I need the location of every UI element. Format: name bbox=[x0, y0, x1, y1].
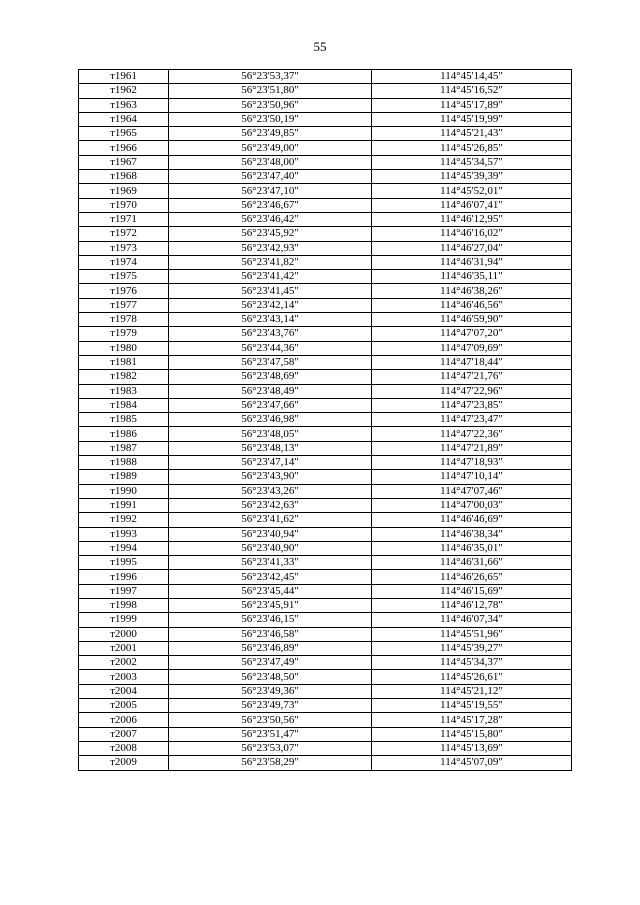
point-id-cell: т1999 bbox=[79, 613, 169, 627]
longitude-cell: 114°46'38,26" bbox=[372, 284, 572, 298]
longitude-cell: 114°47'00,03" bbox=[372, 498, 572, 512]
point-id-cell: т1995 bbox=[79, 556, 169, 570]
table-row bbox=[79, 456, 572, 470]
point-id-cell: т1968 bbox=[79, 170, 169, 184]
point-id-cell: т2007 bbox=[79, 727, 169, 741]
latitude-cell: 56°23'50,96" bbox=[169, 98, 372, 112]
point-id-cell: т1978 bbox=[79, 313, 169, 327]
table-row bbox=[79, 141, 572, 155]
table-row bbox=[79, 498, 572, 512]
longitude-cell: 114°46'07,34" bbox=[372, 613, 572, 627]
table-row bbox=[79, 198, 572, 212]
longitude-cell: 114°45'51,96" bbox=[372, 627, 572, 641]
longitude-cell: 114°45'13,69" bbox=[372, 741, 572, 755]
longitude-cell: 114°47'10,14" bbox=[372, 470, 572, 484]
point-id-cell: т1975 bbox=[79, 270, 169, 284]
longitude-cell: 114°45'34,37" bbox=[372, 656, 572, 670]
point-id-cell: т1988 bbox=[79, 456, 169, 470]
latitude-cell: 56°23'51,80" bbox=[169, 84, 372, 98]
point-id-cell: т1966 bbox=[79, 141, 169, 155]
latitude-cell: 56°23'47,14" bbox=[169, 456, 372, 470]
table-row bbox=[79, 427, 572, 441]
table-row bbox=[79, 370, 572, 384]
point-id-cell: т1971 bbox=[79, 212, 169, 226]
longitude-cell: 114°45'19,55" bbox=[372, 699, 572, 713]
table-row bbox=[79, 84, 572, 98]
longitude-cell: 114°47'22,96" bbox=[372, 384, 572, 398]
table-row bbox=[79, 470, 572, 484]
point-id-cell: т1964 bbox=[79, 112, 169, 126]
point-id-cell: т1985 bbox=[79, 413, 169, 427]
longitude-cell: 114°45'26,85" bbox=[372, 141, 572, 155]
table-row bbox=[79, 155, 572, 169]
latitude-cell: 56°23'45,92" bbox=[169, 227, 372, 241]
latitude-cell: 56°23'45,44" bbox=[169, 584, 372, 598]
point-id-cell: т1977 bbox=[79, 298, 169, 312]
table-row bbox=[79, 441, 572, 455]
point-id-cell: т1989 bbox=[79, 470, 169, 484]
longitude-cell: 114°45'39,39" bbox=[372, 170, 572, 184]
latitude-cell: 56°23'47,40" bbox=[169, 170, 372, 184]
point-id-cell: т1970 bbox=[79, 198, 169, 212]
point-id-cell: т1967 bbox=[79, 155, 169, 169]
longitude-cell: 114°46'35,11" bbox=[372, 270, 572, 284]
latitude-cell: 56°23'46,42" bbox=[169, 212, 372, 226]
table-row bbox=[79, 127, 572, 141]
table-row bbox=[79, 298, 572, 312]
longitude-cell: 114°46'07,41" bbox=[372, 198, 572, 212]
table-row bbox=[79, 598, 572, 612]
point-id-cell: т1965 bbox=[79, 127, 169, 141]
longitude-cell: 114°45'39,27" bbox=[372, 641, 572, 655]
table-row bbox=[79, 184, 572, 198]
table-row bbox=[79, 727, 572, 741]
latitude-cell: 56°23'43,14" bbox=[169, 313, 372, 327]
latitude-cell: 56°23'45,91" bbox=[169, 598, 372, 612]
table-row bbox=[79, 570, 572, 584]
latitude-cell: 56°23'49,36" bbox=[169, 684, 372, 698]
longitude-cell: 114°45'17,89" bbox=[372, 98, 572, 112]
table-row bbox=[79, 284, 572, 298]
point-id-cell: т1992 bbox=[79, 513, 169, 527]
latitude-cell: 56°23'46,15" bbox=[169, 613, 372, 627]
latitude-cell: 56°23'43,90" bbox=[169, 470, 372, 484]
table-row bbox=[79, 413, 572, 427]
table-row bbox=[79, 584, 572, 598]
table-row bbox=[79, 627, 572, 641]
point-id-cell: т1990 bbox=[79, 484, 169, 498]
longitude-cell: 114°46'31,66" bbox=[372, 556, 572, 570]
longitude-cell: 114°45'52,01" bbox=[372, 184, 572, 198]
latitude-cell: 56°23'47,49" bbox=[169, 656, 372, 670]
point-id-cell: т2005 bbox=[79, 699, 169, 713]
longitude-cell: 114°46'16,02" bbox=[372, 227, 572, 241]
point-id-cell: т1996 bbox=[79, 570, 169, 584]
point-id-cell: т2009 bbox=[79, 756, 169, 770]
table-row bbox=[79, 756, 572, 770]
longitude-cell: 114°46'12,95" bbox=[372, 212, 572, 226]
longitude-cell: 114°46'15,69" bbox=[372, 584, 572, 598]
point-id-cell: т1963 bbox=[79, 98, 169, 112]
latitude-cell: 56°23'40,94" bbox=[169, 527, 372, 541]
longitude-cell: 114°45'07,09" bbox=[372, 756, 572, 770]
latitude-cell: 56°23'58,29" bbox=[169, 756, 372, 770]
point-id-cell: т2002 bbox=[79, 656, 169, 670]
latitude-cell: 56°23'53,37" bbox=[169, 70, 372, 84]
longitude-cell: 114°46'12,78" bbox=[372, 598, 572, 612]
longitude-cell: 114°47'22,36" bbox=[372, 427, 572, 441]
table-row bbox=[79, 355, 572, 369]
coordinates-table-body bbox=[79, 70, 572, 771]
longitude-cell: 114°46'31,94" bbox=[372, 255, 572, 269]
latitude-cell: 56°23'42,93" bbox=[169, 241, 372, 255]
latitude-cell: 56°23'49,00" bbox=[169, 141, 372, 155]
longitude-cell: 114°47'09,69" bbox=[372, 341, 572, 355]
table-row bbox=[79, 327, 572, 341]
table-row bbox=[79, 384, 572, 398]
latitude-cell: 56°23'48,69" bbox=[169, 370, 372, 384]
longitude-cell: 114°45'19,99" bbox=[372, 112, 572, 126]
latitude-cell: 56°23'44,36" bbox=[169, 341, 372, 355]
latitude-cell: 56°23'48,13" bbox=[169, 441, 372, 455]
longitude-cell: 114°47'21,89" bbox=[372, 441, 572, 455]
latitude-cell: 56°23'48,50" bbox=[169, 670, 372, 684]
longitude-cell: 114°45'17,28" bbox=[372, 713, 572, 727]
table-row bbox=[79, 484, 572, 498]
longitude-cell: 114°45'16,52" bbox=[372, 84, 572, 98]
longitude-cell: 114°45'21,43" bbox=[372, 127, 572, 141]
latitude-cell: 56°23'48,00" bbox=[169, 155, 372, 169]
point-id-cell: т1983 bbox=[79, 384, 169, 398]
table-row bbox=[79, 513, 572, 527]
table-row bbox=[79, 670, 572, 684]
latitude-cell: 56°23'47,58" bbox=[169, 355, 372, 369]
table-row bbox=[79, 684, 572, 698]
table-row bbox=[79, 541, 572, 555]
latitude-cell: 56°23'46,98" bbox=[169, 413, 372, 427]
table-row bbox=[79, 241, 572, 255]
latitude-cell: 56°23'47,10" bbox=[169, 184, 372, 198]
table-row bbox=[79, 227, 572, 241]
table-row bbox=[79, 713, 572, 727]
point-id-cell: т1961 bbox=[79, 70, 169, 84]
latitude-cell: 56°23'46,67" bbox=[169, 198, 372, 212]
table-row bbox=[79, 398, 572, 412]
coordinates-table bbox=[78, 69, 572, 771]
point-id-cell: т1984 bbox=[79, 398, 169, 412]
table-row bbox=[79, 641, 572, 655]
latitude-cell: 56°23'50,19" bbox=[169, 112, 372, 126]
longitude-cell: 114°46'38,34" bbox=[372, 527, 572, 541]
table-row bbox=[79, 170, 572, 184]
latitude-cell: 56°23'41,82" bbox=[169, 255, 372, 269]
table-row bbox=[79, 741, 572, 755]
point-id-cell: т1974 bbox=[79, 255, 169, 269]
table-row bbox=[79, 699, 572, 713]
table-row bbox=[79, 212, 572, 226]
longitude-cell: 114°47'07,46" bbox=[372, 484, 572, 498]
table-row bbox=[79, 98, 572, 112]
point-id-cell: т1976 bbox=[79, 284, 169, 298]
table-row bbox=[79, 70, 572, 84]
longitude-cell: 114°46'59,90" bbox=[372, 313, 572, 327]
table-row bbox=[79, 112, 572, 126]
table-row bbox=[79, 255, 572, 269]
point-id-cell: т2004 bbox=[79, 684, 169, 698]
latitude-cell: 56°23'53,07" bbox=[169, 741, 372, 755]
point-id-cell: т1993 bbox=[79, 527, 169, 541]
point-id-cell: т1979 bbox=[79, 327, 169, 341]
latitude-cell: 56°23'48,05" bbox=[169, 427, 372, 441]
latitude-cell: 56°23'48,49" bbox=[169, 384, 372, 398]
latitude-cell: 56°23'42,45" bbox=[169, 570, 372, 584]
point-id-cell: т1986 bbox=[79, 427, 169, 441]
point-id-cell: т1980 bbox=[79, 341, 169, 355]
longitude-cell: 114°46'46,56" bbox=[372, 298, 572, 312]
latitude-cell: 56°23'41,33" bbox=[169, 556, 372, 570]
longitude-cell: 114°47'23,47" bbox=[372, 413, 572, 427]
latitude-cell: 56°23'41,45" bbox=[169, 284, 372, 298]
longitude-cell: 114°47'07,20" bbox=[372, 327, 572, 341]
point-id-cell: т2003 bbox=[79, 670, 169, 684]
latitude-cell: 56°23'47,66" bbox=[169, 398, 372, 412]
point-id-cell: т1982 bbox=[79, 370, 169, 384]
latitude-cell: 56°23'40,90" bbox=[169, 541, 372, 555]
longitude-cell: 114°45'15,80" bbox=[372, 727, 572, 741]
longitude-cell: 114°46'35,01" bbox=[372, 541, 572, 555]
table-row bbox=[79, 527, 572, 541]
latitude-cell: 56°23'50,56" bbox=[169, 713, 372, 727]
latitude-cell: 56°23'42,63" bbox=[169, 498, 372, 512]
longitude-cell: 114°46'46,69" bbox=[372, 513, 572, 527]
longitude-cell: 114°45'26,61" bbox=[372, 670, 572, 684]
point-id-cell: т1998 bbox=[79, 598, 169, 612]
longitude-cell: 114°45'34,57" bbox=[372, 155, 572, 169]
point-id-cell: т1962 bbox=[79, 84, 169, 98]
latitude-cell: 56°23'41,42" bbox=[169, 270, 372, 284]
point-id-cell: т2001 bbox=[79, 641, 169, 655]
longitude-cell: 114°45'21,12" bbox=[372, 684, 572, 698]
point-id-cell: т1987 bbox=[79, 441, 169, 455]
longitude-cell: 114°45'14,45" bbox=[372, 70, 572, 84]
table-row bbox=[79, 270, 572, 284]
latitude-cell: 56°23'43,76" bbox=[169, 327, 372, 341]
point-id-cell: т2000 bbox=[79, 627, 169, 641]
latitude-cell: 56°23'49,85" bbox=[169, 127, 372, 141]
latitude-cell: 56°23'46,89" bbox=[169, 641, 372, 655]
latitude-cell: 56°23'49,73" bbox=[169, 699, 372, 713]
table-row bbox=[79, 656, 572, 670]
point-id-cell: т1991 bbox=[79, 498, 169, 512]
point-id-cell: т1972 bbox=[79, 227, 169, 241]
longitude-cell: 114°47'21,76" bbox=[372, 370, 572, 384]
latitude-cell: 56°23'41,62" bbox=[169, 513, 372, 527]
point-id-cell: т1969 bbox=[79, 184, 169, 198]
latitude-cell: 56°23'46,58" bbox=[169, 627, 372, 641]
point-id-cell: т2006 bbox=[79, 713, 169, 727]
latitude-cell: 56°23'43,26" bbox=[169, 484, 372, 498]
longitude-cell: 114°47'18,93" bbox=[372, 456, 572, 470]
point-id-cell: т1973 bbox=[79, 241, 169, 255]
table-row bbox=[79, 556, 572, 570]
point-id-cell: т1997 bbox=[79, 584, 169, 598]
point-id-cell: т2008 bbox=[79, 741, 169, 755]
point-id-cell: т1981 bbox=[79, 355, 169, 369]
latitude-cell: 56°23'42,14" bbox=[169, 298, 372, 312]
latitude-cell: 56°23'51,47" bbox=[169, 727, 372, 741]
longitude-cell: 114°47'23,85" bbox=[372, 398, 572, 412]
table-row bbox=[79, 341, 572, 355]
longitude-cell: 114°46'26,65" bbox=[372, 570, 572, 584]
table-row bbox=[79, 313, 572, 327]
point-id-cell: т1994 bbox=[79, 541, 169, 555]
page-number: 55 bbox=[313, 39, 327, 54]
longitude-cell: 114°46'27,04" bbox=[372, 241, 572, 255]
longitude-cell: 114°47'18,44" bbox=[372, 355, 572, 369]
table-row bbox=[79, 613, 572, 627]
